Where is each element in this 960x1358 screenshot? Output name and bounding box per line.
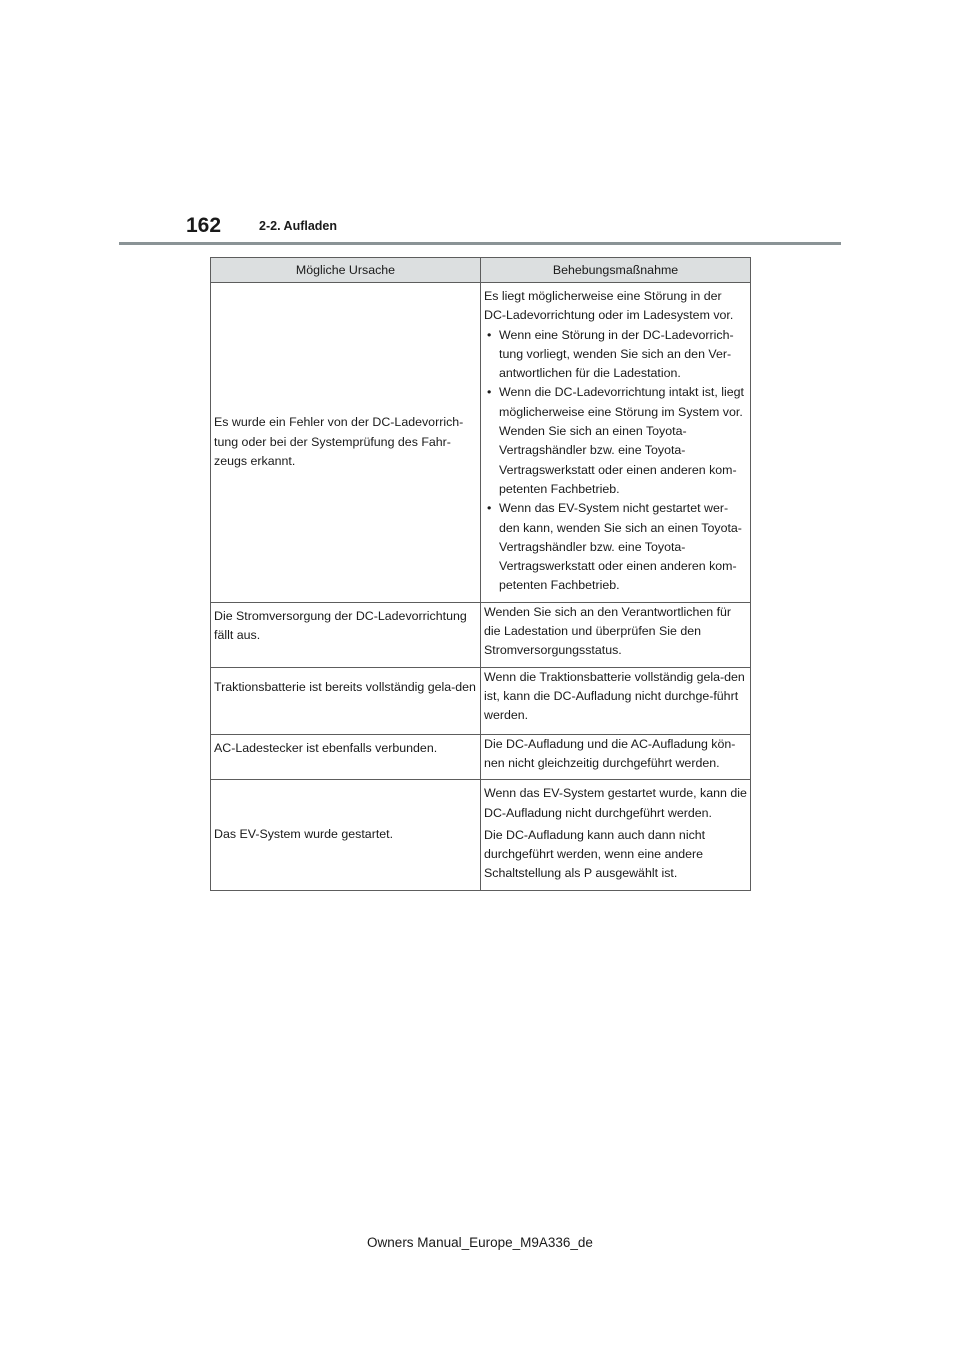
cause-text: Die Stromversorgung der DC-Ladevorrichtung fällt aus.: [214, 608, 467, 643]
cause-cell: [211, 667, 481, 734]
table-row: [211, 780, 751, 890]
remedy-text: Wenn das EV-System gestartet wurde, kann die DC-Aufladung nicht durchgeführt werden.: [484, 786, 747, 820]
cause-text: AC-Ladestecker ist ebenfalls verbunden.: [214, 740, 438, 755]
cause-cell: Das EV-System wurde gestartet.: [211, 780, 481, 890]
footer: [0, 1235, 960, 1250]
remedy-cell: [481, 734, 751, 780]
header-divider: [119, 242, 841, 245]
remedy-text: Die DC-Aufladung kann auch dann nicht durchgeführt werden, wenn eine andere Schaltstellung als P ausgewählt ist.: [484, 827, 706, 881]
cause-cell: Es wurde ein Fehler von der DC-Ladevorrich-tung oder bei der Systemprüfung des Fahr-zeugs erkannt.: [211, 283, 481, 603]
remedy-intro: Es liegt möglicherweise eine Störung in der DC-Ladevorrichtung oder im Ladesystem vor.: [484, 289, 734, 323]
list-item-text: Wenn eine Störung in der DC-Ladevorrich-tung vorliegt, wenden Sie sich an den Ver-antwortlichen für die Ladestation.: [499, 327, 734, 381]
table-row: [211, 283, 751, 603]
list-item: [484, 326, 747, 384]
remedy-text: Wenden Sie sich an den Verantwortlichen für die Ladestation und überprüfen Sie den Stromversorgungsstatus.: [484, 604, 732, 658]
list-item: [484, 383, 747, 499]
list-item-text: Wenn die DC-Ladevorrichtung intakt ist, liegt möglicherweise eine Störung im System vor. Wenden Sie sich an einen Toyota-Vertragshändler bzw. eine Toyota-Vertragswerkstatt oder einen anderen kom-petenten Fachbetrieb.: [499, 385, 744, 496]
troubleshooting-table: [210, 257, 751, 891]
remedy-cell: [481, 602, 751, 667]
table-row: [211, 734, 751, 780]
cause-cell: [211, 602, 481, 667]
cause-cell: [211, 734, 481, 780]
remedy-cell: [481, 667, 751, 734]
remedy-cell: [481, 283, 751, 603]
cause-text: Traktionsbatterie ist bereits vollständig gela-den: [214, 679, 476, 694]
remedy-bullet-list: [484, 326, 747, 596]
remedy-cell: [481, 780, 751, 890]
bullet-icon: •: [487, 501, 492, 516]
page-number: 162: [186, 214, 222, 237]
table-row: [211, 602, 751, 667]
remedy-text: Wenn die Traktionsbatterie vollständig gela-den ist, kann die DC-Aufladung nicht durchge-führt werden.: [484, 669, 745, 723]
list-item-text: Wenn das EV-System nicht gestartet wer-den kann, wenden Sie sich an einen Toyota-Vertragshändler bzw. eine Toyota-Vertragswerkstatt oder einen anderen kom-petenten Fachbetrieb.: [499, 501, 742, 593]
remedy-text: Die DC-Aufladung und die AC-Aufladung kön-nen nicht gleichzeitig durchgeführt werden.: [484, 736, 736, 770]
column-header-remedy: Behebungsmaßnahme: [481, 258, 751, 283]
bullet-icon: •: [487, 385, 492, 400]
column-header-cause: Mögliche Ursache: [211, 258, 481, 283]
list-item: [484, 499, 747, 595]
table-row: [211, 667, 751, 734]
footer-text: Owners Manual_Europe_M9A336_de: [367, 1235, 593, 1250]
table-header-row: [211, 258, 751, 283]
bullet-icon: •: [487, 327, 492, 342]
section-title: 2-2. Aufladen: [259, 219, 338, 233]
